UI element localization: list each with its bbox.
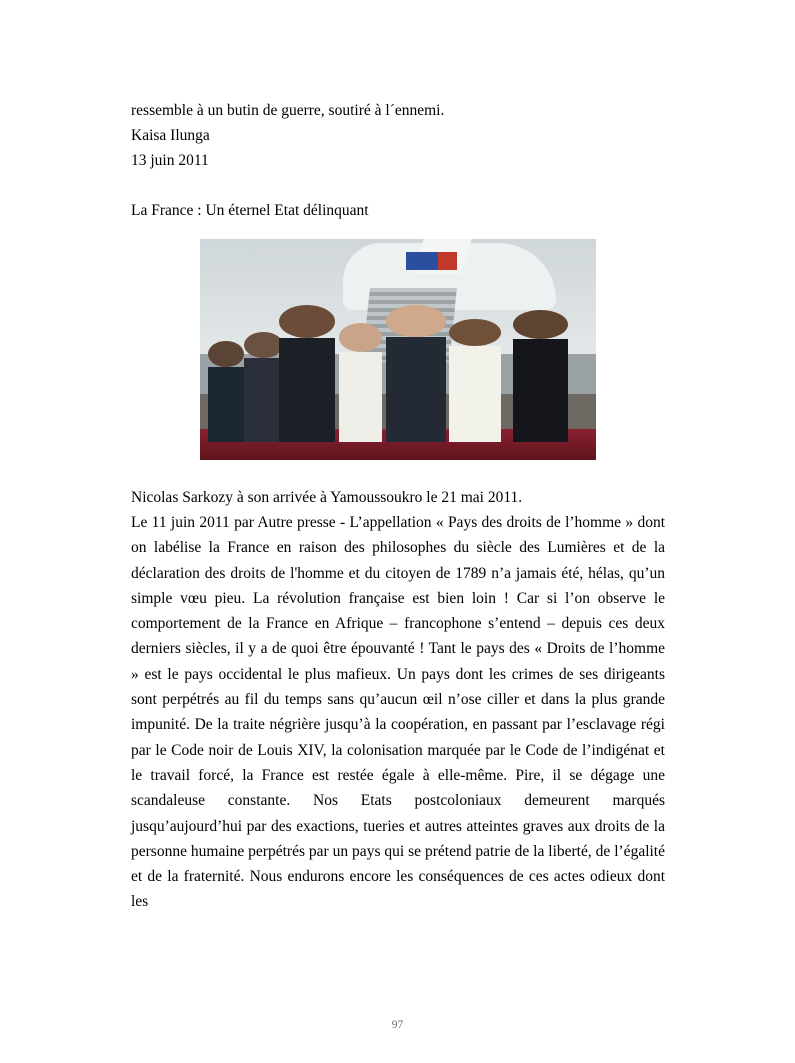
- figure-caption: Nicolas Sarkozy à son arrivée à Yamoussoukro le 21 mai 2011.: [131, 489, 523, 506]
- photo-figure-guard-left: [208, 341, 244, 443]
- photo-figure-aide: [339, 323, 383, 442]
- photo-figure-head: [208, 341, 244, 367]
- photo-figure-body: [449, 346, 500, 443]
- photo-figure-officer-left: [244, 332, 284, 443]
- photo-airplane-stripe-red: [438, 252, 458, 270]
- photo-figure-body: [339, 352, 383, 443]
- spacer-after-figure: [131, 460, 665, 485]
- photo-figure-head: [386, 305, 445, 337]
- photo-figure-officer-white: [449, 319, 500, 443]
- photo-sarkozy-arrival: [200, 239, 596, 460]
- date-line: 13 juin 2011: [131, 152, 209, 169]
- body-paragraph: Le 11 juin 2011 par Autre presse - L’appellation « Pays des droits de l’homme » dont on labélise la France en raison des philosophes du siècle des Lumières et de la déclaration des droits de l'homme et du citoyen de 1789 n’a jamais été, hélas, qu’un simple vœu pieu. La révolution française est bien loin ! Car si l’on observe le comportement de la France en Afrique – francophone s’entend – depuis ces deux derniers siècles, il y a de quoi être épouvanté ! Tant le pays des « Droits de l’homme » est le pays occidental le plus mafieux. Un pays dont les crimes de ses dirigeants sont perpétrés au fil du temps sans qu’aucun œil n’ose ciller et dans la plus grande impunité. De la traite négrière jusqu’à la coopération, en passant par l’esclavage régi par le Code noir de Louis XIV, la colonisation marquée par le Code de l’indigénat et le travail forcé, la France est restée égale à elle-même. Pire, il se dégage une scandaleuse constante. Nos Etats postcoloniaux demeurent marqués jusqu’aujourd’hui par des exactions, tueries et autres atteintes graves aux droits de la personne humaine perpétrés par un pays qui se prétend patrie de la liberté, de l’égalité et de la fraternité. Nous endurons encore les conséquences de ces actes odieux dont les: [131, 514, 665, 911]
- page-content: [131, 98, 665, 915]
- photo-figure-body: [244, 358, 284, 442]
- spacer: [131, 173, 665, 198]
- photo-figure-body: [386, 337, 445, 443]
- photo-figure-body: [208, 367, 244, 442]
- page-number: 97: [391, 1019, 404, 1031]
- photo-figure-head: [449, 319, 500, 346]
- photo-figure-guard-right: [513, 310, 568, 443]
- author-line: Kaisa Ilunga: [131, 127, 210, 144]
- photo-figure-head: [513, 310, 568, 339]
- figure-container: [131, 239, 665, 460]
- photo-airplane-stripe-blue: [406, 252, 438, 270]
- photo-figure-head: [244, 332, 284, 359]
- section-heading: La France : Un éternel Etat délinquant: [131, 202, 369, 219]
- photo-figure-sarkozy: [386, 305, 445, 442]
- photo-figure-ouattara: [279, 305, 334, 442]
- photo-figure-body: [279, 338, 334, 442]
- photo-figure-body: [513, 339, 568, 442]
- photo-figure-head: [339, 323, 383, 352]
- photo-figure-head: [279, 305, 334, 338]
- text-line-1: ressemble à un butin de guerre, soutiré à l´ennemi.: [131, 102, 445, 119]
